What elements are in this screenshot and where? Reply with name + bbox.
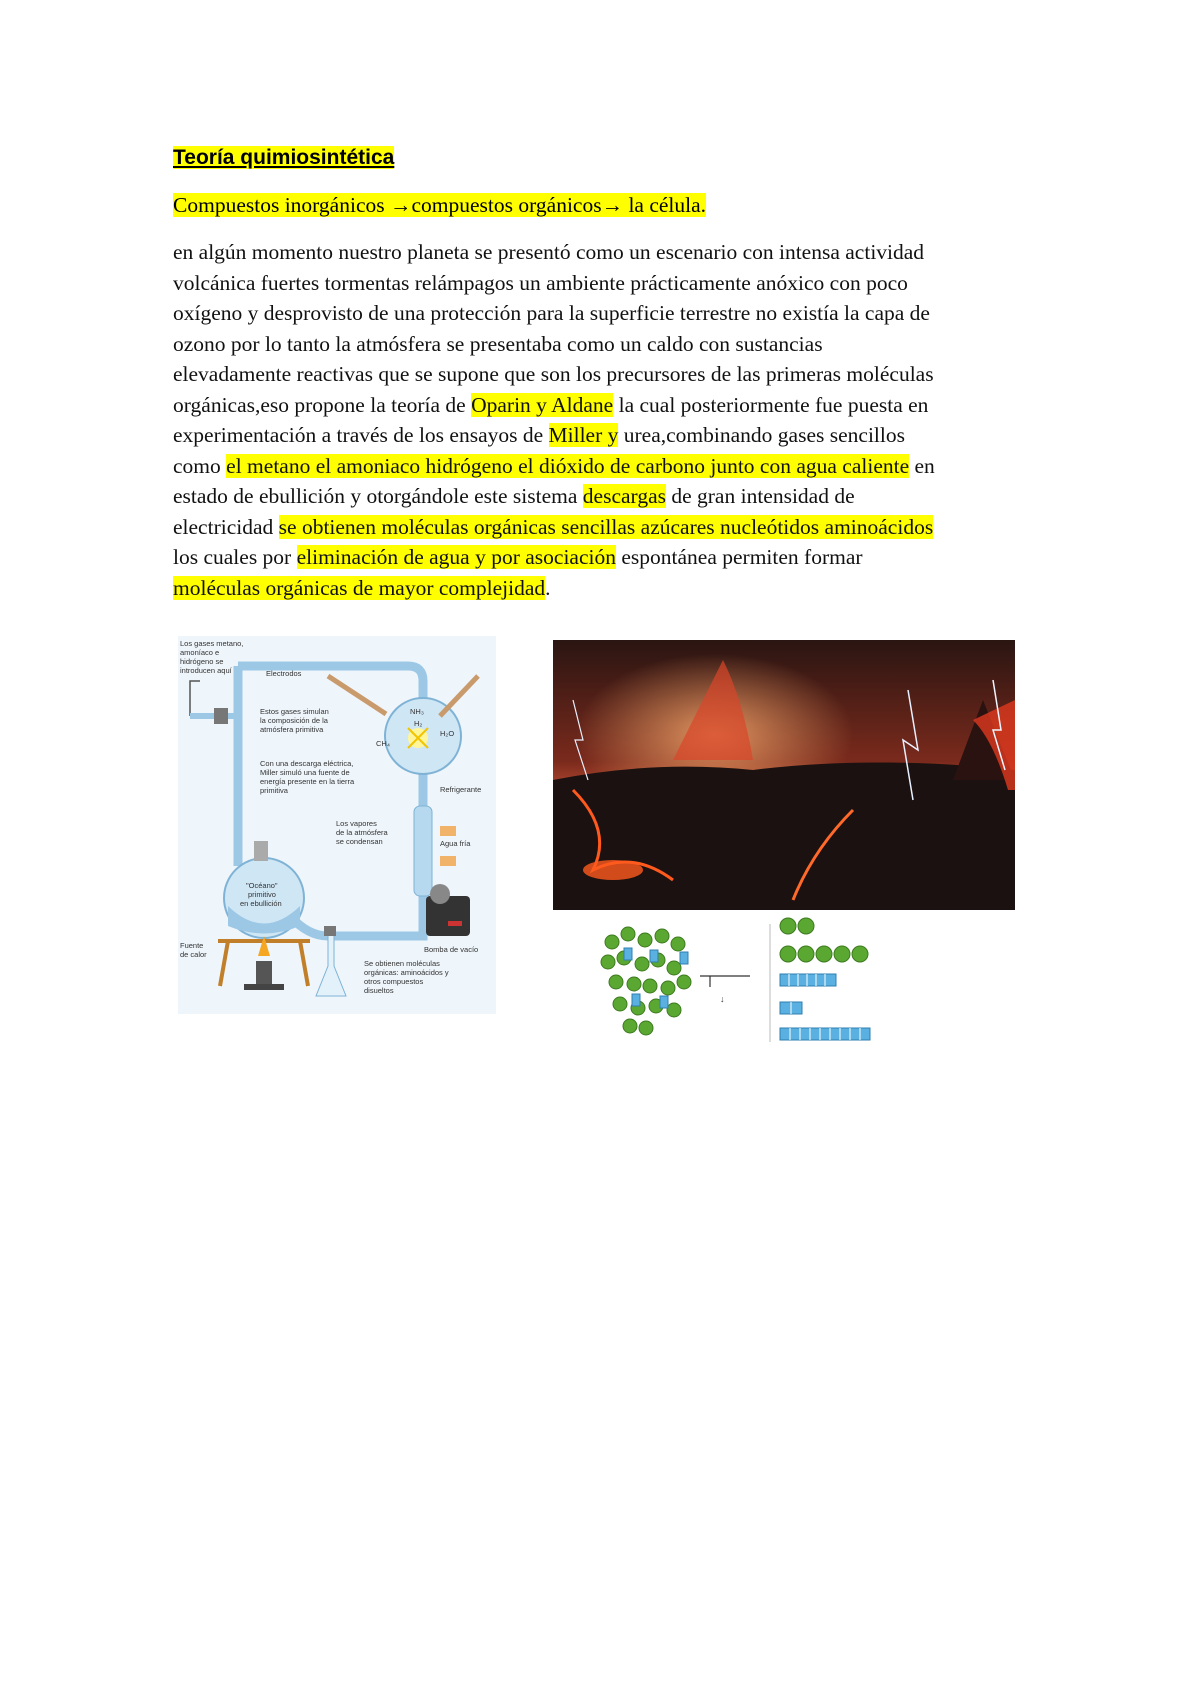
paragraph-line: los cuales por eliminación de agua y por asociación espontánea permiten formar — [173, 545, 863, 569]
paragraph-line: moléculas orgánicas de mayor complejidad. — [173, 575, 551, 600]
label-cold-water: Agua fría — [440, 839, 471, 848]
label-collected: otros compuestos — [364, 977, 424, 986]
label-collected: Se obtienen moléculas — [364, 959, 440, 968]
label-ocean: "Océano" — [246, 881, 278, 890]
label-methane: CH₄ — [376, 739, 390, 748]
paragraph-line: ozono por lo tanto la atmósfera se presentaba como un caldo con sustancias — [173, 331, 823, 356]
label-spark: Con una descarga eléctrica, — [260, 759, 354, 768]
label-vapors: se condensan — [336, 837, 383, 846]
label-gases: hidrógeno se — [180, 657, 224, 666]
svg-text:↓: ↓ — [720, 994, 725, 1004]
paragraph-line: como el metano el amoniaco hidrógeno el dióxido de carbono junto con agua caliente en — [173, 453, 935, 478]
label-vacuum-pump: Bomba de vacío — [424, 945, 479, 954]
paragraph-line: experimentación a través de los ensayos de Miller y urea,combinando gases sencillos — [173, 423, 905, 447]
miller-urey-apparatus-image — [178, 636, 496, 1014]
apparatus-illustration — [178, 636, 496, 1014]
highlight: descargas — [582, 484, 666, 508]
label-collected: orgánicas: aminoácidos y — [364, 968, 449, 977]
polymer-diagram — [590, 912, 980, 1057]
label-vapors: Los vapores — [336, 819, 377, 828]
label-heat-source: Fuente — [180, 941, 204, 950]
body-paragraph — [173, 237, 1053, 603]
page-title: Teoría quimiosintética — [173, 146, 395, 169]
label-gases: amoníaco e — [180, 648, 220, 657]
paragraph-line: oxígeno y desprovisto de una protección para la superficie terrestre no existía la capa de — [173, 301, 930, 325]
paragraph-line: estado de ebullición y otorgándole este sistema descargas de gran intensidad de — [173, 484, 855, 508]
label-ammonia: NH₃ — [410, 707, 424, 716]
highlight: se obtienen moléculas orgánicas sencillas azúcares nucleótidos aminoácidos — [278, 514, 934, 539]
subtitle: Compuestos inorgánicos →compuestos orgánicos→ la célula. — [173, 193, 707, 217]
highlight: moléculas orgánicas de mayor complejidad — [173, 575, 546, 600]
label-spark: primitiva — [260, 786, 288, 795]
highlight: el metano el amoniaco hidrógeno el dióxido de carbono junto con agua caliente — [226, 453, 910, 478]
label-ocean: en ebullición — [240, 899, 282, 908]
paragraph-line: volcánica fuertes tormentas relámpagos un ambiente prácticamente anóxico con poco — [173, 270, 908, 295]
label-refrigerant: Refrigerante — [440, 785, 482, 794]
paragraph-line: orgánicas,eso propone la teoría de Oparin y Aldane la cual posteriormente fue puesta en — [173, 392, 929, 417]
label-heat-source: de calor — [180, 950, 207, 959]
label-simulation: Estos gases simulan — [260, 707, 329, 716]
label-spark: energía presente en la tierra — [260, 777, 355, 786]
paragraph-line: en algún momento nuestro planeta se presentó como un escenario con intensa actividad — [173, 240, 925, 264]
highlight: eliminación de agua y por asociación — [296, 545, 616, 569]
label-electrodes: Electrodos — [266, 669, 302, 678]
label-gases: introducen aquí — [180, 666, 232, 675]
label-collected: disueltos — [364, 986, 394, 995]
label-simulation: atmósfera primitiva — [260, 725, 324, 734]
label-spark: Miller simuló una fuente de — [260, 768, 350, 777]
label-hydrogen: H₂ — [414, 719, 423, 728]
highlight: Miller y — [548, 423, 619, 447]
monomers-to-polymers-diagram — [590, 912, 980, 1057]
primitive-earth-volcano-image — [553, 640, 1015, 910]
label-water: H₂O — [440, 729, 455, 738]
label-simulation: la composición de la — [260, 716, 328, 725]
volcano-scene — [553, 640, 1015, 910]
highlight: Oparin y Aldane — [471, 392, 614, 417]
paragraph-line: elevadamente reactivas que se supone que son los precursores de las primeras moléculas — [173, 362, 934, 386]
label-ocean: primitivo — [248, 890, 276, 899]
paragraph-line: electricidad se obtienen moléculas orgánicas sencillas azúcares nucleótidos aminoácidos — [173, 514, 934, 539]
label-gases: Los gases metano, — [180, 639, 244, 648]
label-vapors: de la atmósfera — [336, 828, 388, 837]
